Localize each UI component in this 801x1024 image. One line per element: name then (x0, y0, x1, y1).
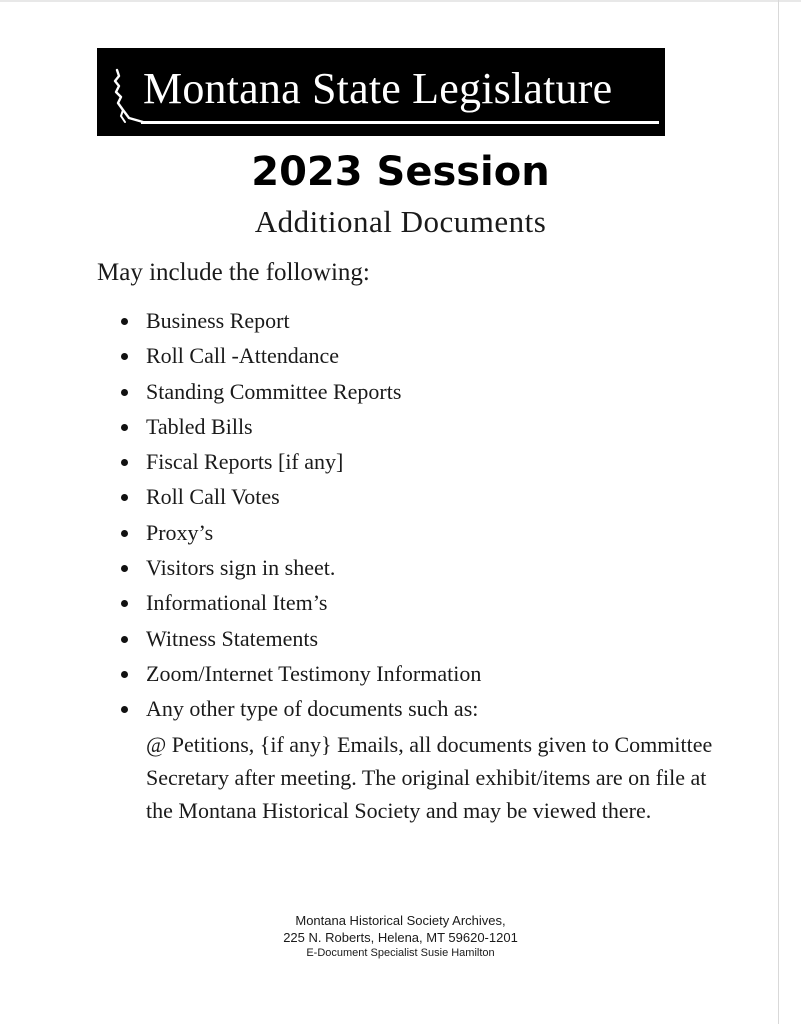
footer-archive-name: Montana Historical Society Archives, (295, 913, 506, 928)
list-item-label: Witness Statements (146, 625, 319, 651)
list-item-label: Zoom/Internet Testimony Information (146, 660, 482, 686)
legislature-banner (97, 48, 665, 136)
footer-address: 225 N. Roberts, Helena, MT 59620-1201 (283, 930, 518, 945)
bullet-icon (121, 389, 128, 396)
document-subtitle: Additional Documents (254, 204, 547, 239)
banner-title: Montana State Legislature (143, 64, 613, 113)
list-item (97, 550, 737, 585)
bullet-icon (121, 424, 128, 431)
bullet-icon (121, 353, 128, 360)
archive-footer (0, 912, 801, 961)
bullet-icon (121, 706, 128, 713)
list-item (97, 479, 737, 514)
list-item (97, 338, 737, 373)
list-item-label: Roll Call Votes (146, 484, 280, 510)
footer-specialist: E-Document Specialist Susie Hamilton (306, 947, 495, 959)
bullet-icon (121, 636, 128, 643)
list-item (97, 444, 737, 479)
list-item-label: Fiscal Reports [if any] (146, 449, 344, 475)
bullet-icon (121, 530, 128, 537)
bullet-icon (121, 565, 128, 572)
montana-outline-logo-icon (103, 66, 147, 128)
list-item-label: Any other type of documents such as: (146, 696, 479, 722)
bullet-icon (121, 318, 128, 325)
list-item-detail: @ Petitions, {if any} Emails, all documents given to Committee Secretary after meeting. The original exhibit/items are on file at the Montana Historical Society and may be viewed there. (146, 731, 713, 823)
list-item (97, 691, 737, 826)
list-item-label: Business Report (146, 308, 290, 333)
list-item-label: Tabled Bills (146, 413, 253, 439)
list-item (97, 374, 737, 409)
list-item (97, 621, 737, 656)
scan-edge-top (0, 0, 801, 2)
list-item-label: Standing Committee Reports (146, 378, 402, 404)
list-item (97, 515, 737, 550)
list-item (97, 656, 737, 691)
list-item-label: Proxy’s (146, 519, 214, 545)
bullet-icon (121, 459, 128, 466)
list-item-label: Visitors sign in sheet. (146, 555, 336, 581)
banner-underline (141, 121, 659, 124)
bullet-icon (121, 600, 128, 607)
list-item-label: Roll Call -Attendance (146, 343, 340, 369)
list-item-label: Informational Item’s (146, 590, 328, 616)
session-title: 2023 Session (251, 149, 550, 195)
bullet-icon (121, 494, 128, 501)
list-item (97, 303, 737, 338)
document-list (97, 303, 737, 827)
intro-text: May include the following: (97, 259, 370, 286)
list-item (97, 585, 737, 620)
bullet-icon (121, 671, 128, 678)
list-item (97, 409, 737, 444)
